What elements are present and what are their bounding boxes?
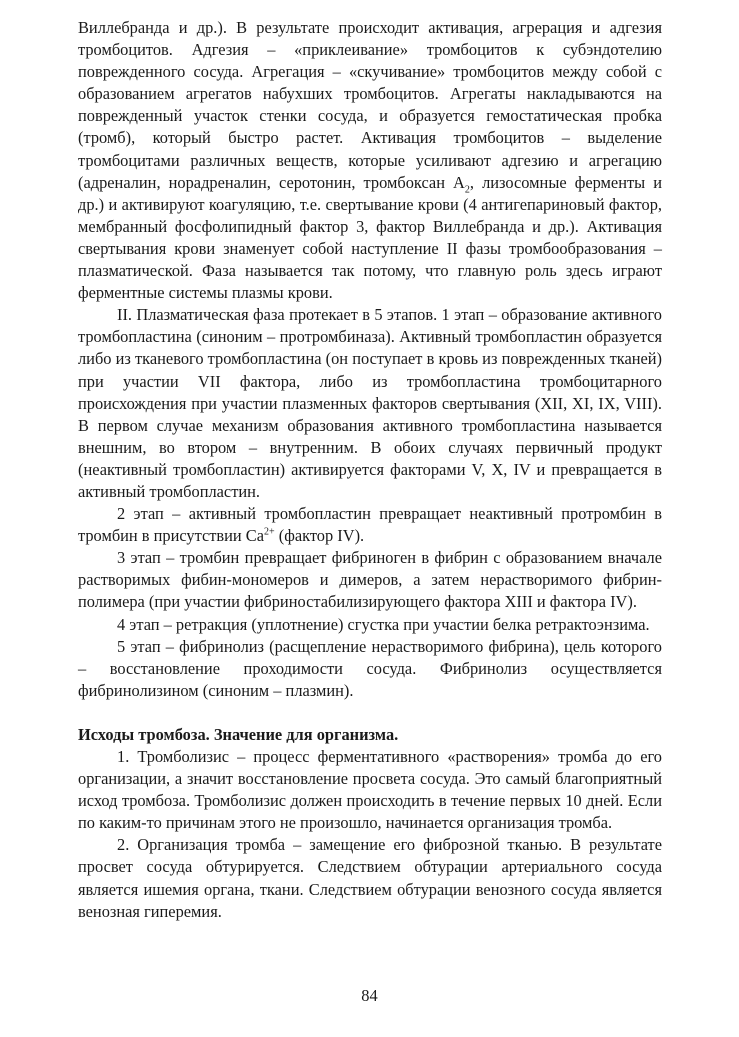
page-number: 84 (361, 986, 378, 1005)
paragraph-stage-3: 3 этап – тромбин превращает фибриноген в фибрин с образованием вначале растворимых фибин-мономеров и димеров, а затем нерастворимого фибрин-полимера (при участии фибриностабилизирующего фактора XIII и фактора IV). (78, 548, 662, 612)
body-text (78, 17, 662, 923)
paragraph-organization: 2. Организация тромба – замещение его фиброзной тканью. В результате просвет сосуда обтурируется. Следствием обтурации артериального сосуда является ишемия органа, ткани. Следствием обтурации венозного сосуда является венозная гиперемия. (78, 835, 662, 921)
paragraph-text: , лизосомные ферменты и др.) и активируют коагуляцию, т.е. свертывание крови (4 антигепариновый фактор, мембранный фосфолипидный фактор 3, фактор Виллебранда и др.). Активация свертывания крови знаменует собой наступление II фазы тромбообразования – плазматической. Фаза называется так потому, что главную роль здесь играют ферментные системы плазмы крови. (78, 172, 662, 303)
paragraph-text: Виллебранда и др.). В результате происходит активация, агрерация и адгезия тромбоцитов. Адгезия – «приклеивание» тромбоцитов к субэндотелию поврежденного сосуда. Агрегация – «скучивание» тромбоцитов между собой с образованием агрегатов набухших тромбоцитов. Агрегаты накладываются на поврежденный участок стенки сосуда, и образуется гемостатическая пробка (тромб), который быстро растет. Активация тромбоцитов – выделение тромбоцитами различных веществ, которые усиливают адгезию и агрегацию (адреналин, норадреналин, серотонин, тромбоксан А (78, 18, 662, 192)
superscript: 2+ (264, 526, 275, 538)
paragraph-stage-4: 4 этап – ретракция (уплотнение) сгустка при участии белка ретрактоэнзима. (117, 614, 650, 634)
paragraph-stage-2 (78, 503, 662, 547)
paragraph-thrombolysis: 1. Тромболизис – процесс ферментативного «растворения» тромба до его организации, а значит восстановление просвета сосуда. Это самый благоприятный исход тромбоза. Тромболизис должен происходить в течение первых 10 дней. Если по каким-то причинам этого не произошло, начинается организация тромба. (78, 747, 662, 833)
subscript: 2 (464, 183, 470, 195)
section-heading: Исходы тромбоза. Значение для организма. (78, 724, 399, 744)
paragraph-text: 2 этап – активный тромбопластин превращает неактивный протромбин в тромбин в присутствии Са (78, 504, 662, 546)
paragraph-platelet-activation (78, 17, 662, 304)
paragraph-text: (фактор IV). (274, 526, 365, 546)
paragraph-stage-5: 5 этап – фибринолиз (расщепление нерастворимого фибрина), цель которого – восстановление проходимости сосуда. Фибринолиз осуществляется фибринолизином (синоним – плазмин). (78, 636, 662, 700)
paragraph-plasma-phase: II. Плазматическая фаза протекает в 5 этапов. 1 этап – образование активного тромбопластина (синоним – протромбиназа). Активный тромбопластин образуется либо из тканевого тромбопластина (он поступает в кровь из поврежденных тканей) при участии VII фактора, либо из тромбопластина тромбоцитарного происхождения при участии плазменных факторов свертывания (XII, XI, IX, VIII). В первом случае механизм образования активного тромбопластина называется внешним, во втором – внутренним. В обоих случаях первичный продукт (неактивный тромбопластин) активируется факторами V, X, IV и превращается в активный тромбопластин. (78, 305, 662, 501)
